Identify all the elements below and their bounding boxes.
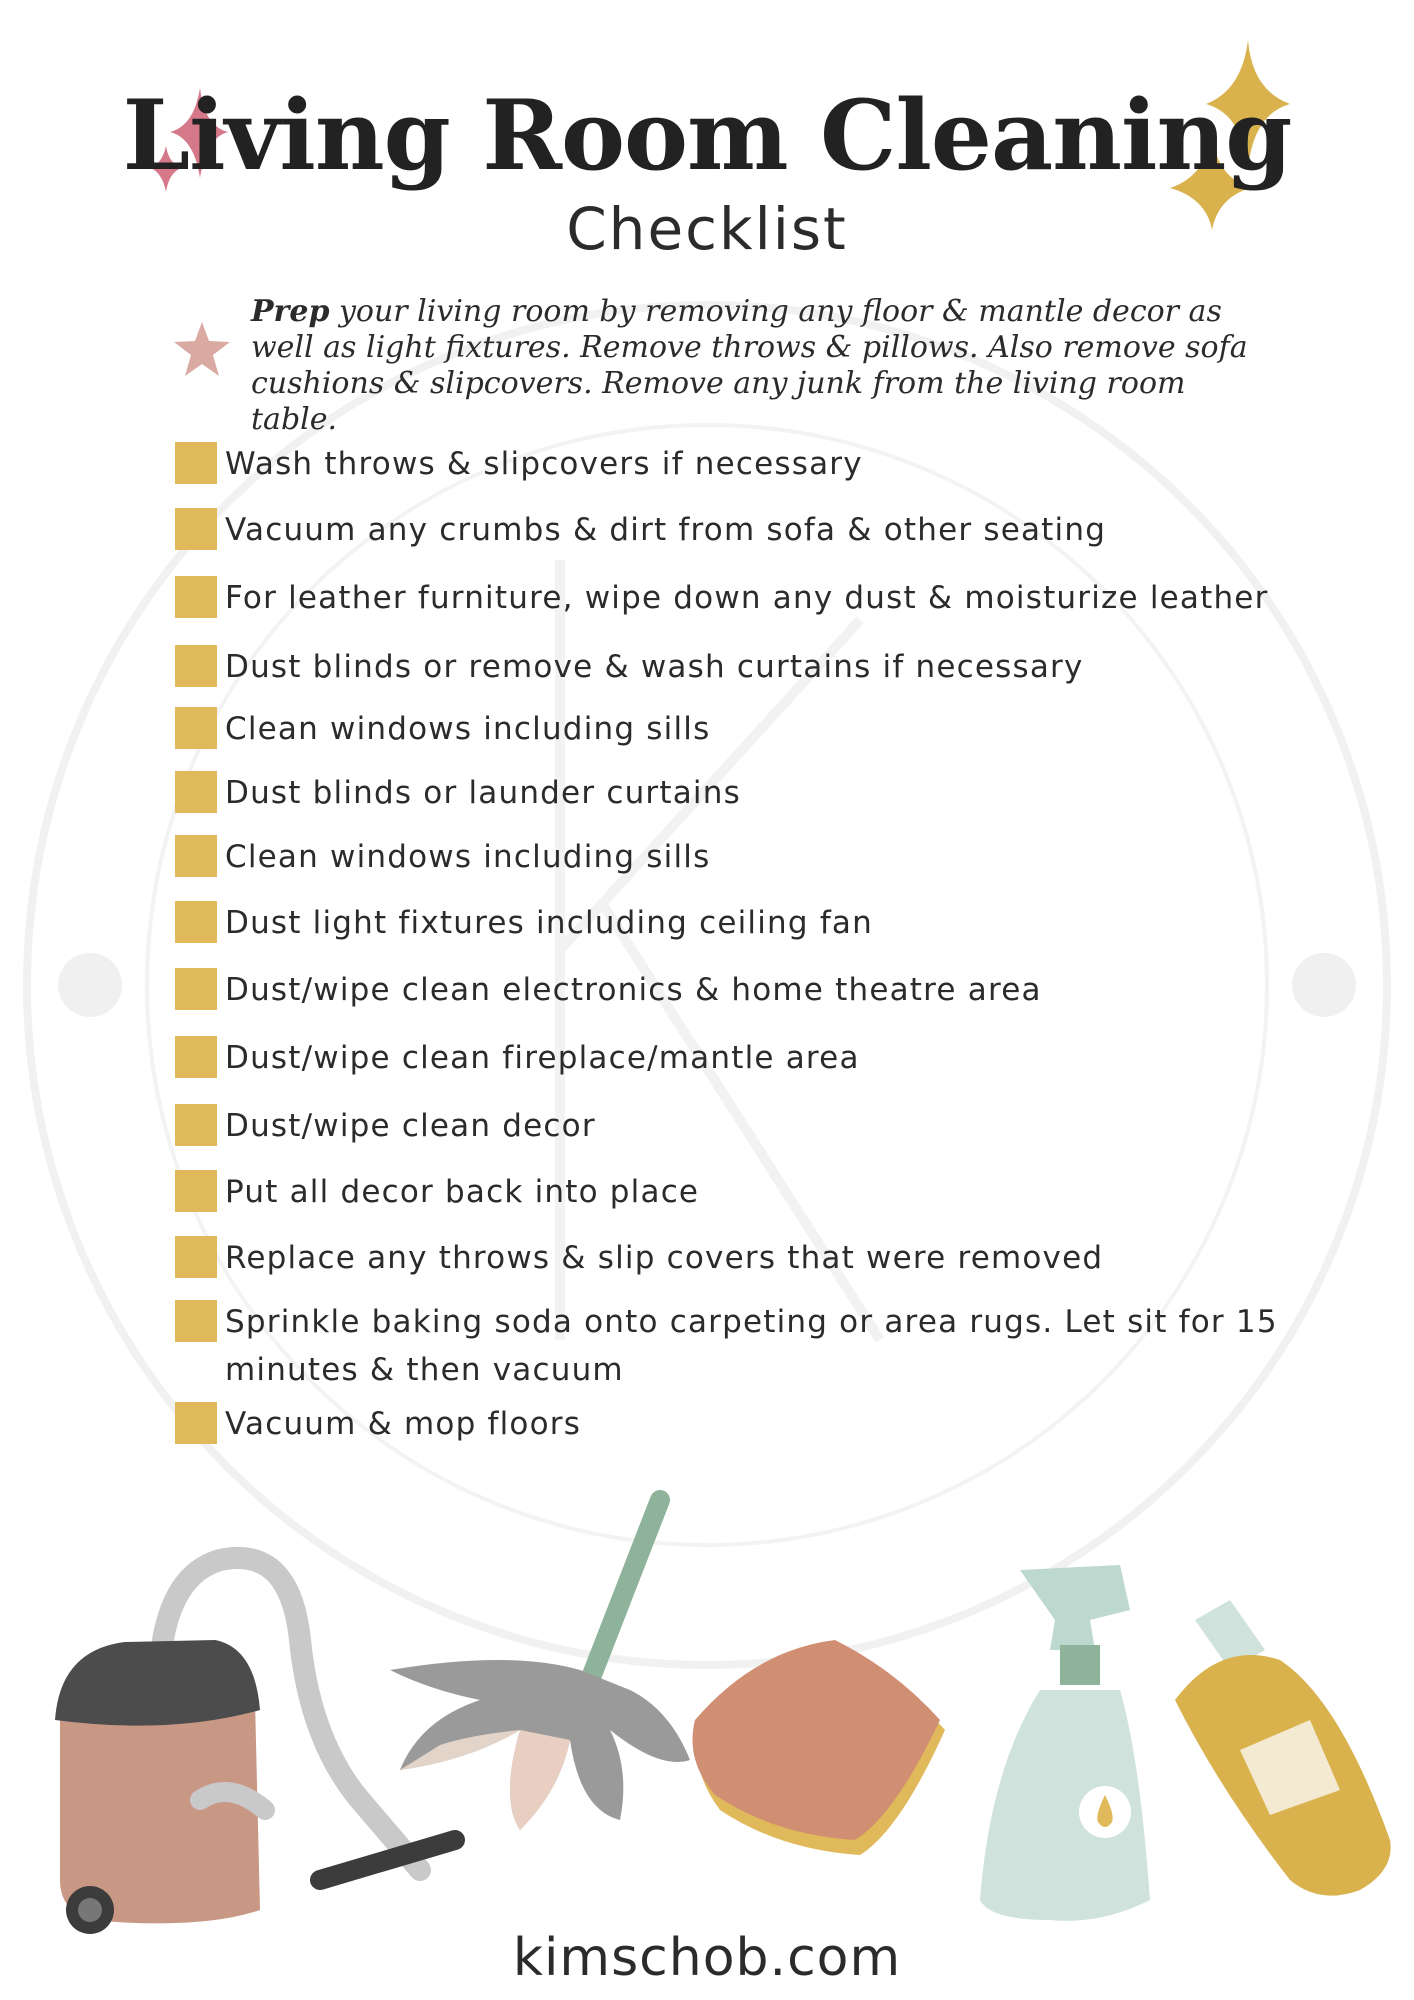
checklist-item[interactable] (175, 1102, 1295, 1150)
checklist-item[interactable] (175, 966, 1295, 1014)
checklist-item-label: Dust blinds or launder curtains (225, 775, 741, 811)
checklist-item[interactable] (175, 643, 1295, 691)
footer-site-link[interactable]: kimschob.com (512, 1928, 902, 1988)
cloth-icon (693, 1640, 946, 1855)
prep-note (251, 294, 1251, 438)
checklist-item-label: Dust blinds or remove & wash curtains if necessary (225, 649, 1084, 685)
checkbox[interactable] (175, 1236, 217, 1278)
checklist-item[interactable] (175, 574, 1295, 622)
checklist-item-label: Dust light fixtures including ceiling fan (225, 905, 873, 941)
checklist-item[interactable] (175, 1034, 1295, 1082)
checkbox[interactable] (175, 1104, 217, 1146)
checklist-item[interactable] (175, 833, 1295, 881)
checklist-item-label: Dust/wipe clean decor (225, 1108, 596, 1144)
checkbox[interactable] (175, 645, 217, 687)
checklist-item-label: Wash throws & slipcovers if necessary (225, 446, 863, 482)
checklist-item-label: Put all decor back into place (225, 1174, 700, 1210)
checklist-item-label: For leather furniture, wipe down any dust & moisturize leather (225, 580, 1269, 616)
checkbox[interactable] (175, 835, 217, 877)
checklist-item[interactable] (175, 1168, 1295, 1216)
checkbox[interactable] (175, 508, 217, 550)
checkbox[interactable] (175, 442, 217, 484)
checklist-item-label: Sprinkle baking soda onto carpeting or area rugs. Let sit for 15 minutes & then vacuum (225, 1304, 1278, 1388)
duster-icon (390, 1500, 690, 1830)
checkbox[interactable] (175, 771, 217, 813)
checklist-item-label: Dust/wipe clean electronics & home theatre area (225, 972, 1042, 1008)
checkbox[interactable] (175, 1402, 217, 1444)
checklist-item-label: Replace any throws & slip covers that were removed (225, 1240, 1104, 1276)
checklist-item[interactable] (175, 769, 1295, 817)
prep-lead: Prep (251, 294, 330, 329)
checklist-item[interactable] (175, 899, 1295, 947)
checkbox[interactable] (175, 1036, 217, 1078)
star-icon (174, 322, 230, 376)
checklist-item-label: Vacuum & mop floors (225, 1406, 582, 1442)
page-subtitle: Checklist (566, 195, 848, 263)
cleaning-supplies-illustration (0, 1470, 1414, 1940)
page-title: Living Room Cleaning (122, 79, 1292, 192)
soap-bottle-icon (1175, 1600, 1391, 1896)
checkbox[interactable] (175, 1170, 217, 1212)
checkbox[interactable] (175, 1300, 217, 1342)
checklist-item-label: Clean windows including sills (225, 839, 711, 875)
checkbox[interactable] (175, 707, 217, 749)
prep-text: your living room by removing any floor & mantle decor as well as light fixtures. Remove throws & pillows. Also remove sofa cushions & slipcovers. Remove any junk from the living room table. (251, 294, 1248, 437)
checkbox[interactable] (175, 968, 217, 1010)
checklist-item[interactable] (175, 440, 1295, 488)
vacuum-icon (55, 1558, 455, 1934)
checklist-item-label: Vacuum any crumbs & dirt from sofa & other seating (225, 512, 1107, 548)
checklist-item[interactable] (175, 1400, 1295, 1448)
checklist-item-label: Dust/wipe clean fireplace/mantle area (225, 1040, 860, 1076)
checkbox[interactable] (175, 576, 217, 618)
checklist-item[interactable] (175, 506, 1295, 554)
checklist-item[interactable] (175, 1298, 1295, 1394)
checkbox[interactable] (175, 901, 217, 943)
checklist-item[interactable] (175, 705, 1295, 753)
spray-bottle-icon (980, 1565, 1150, 1921)
checklist-item[interactable] (175, 1234, 1295, 1282)
checklist-item-label: Clean windows including sills (225, 711, 711, 747)
